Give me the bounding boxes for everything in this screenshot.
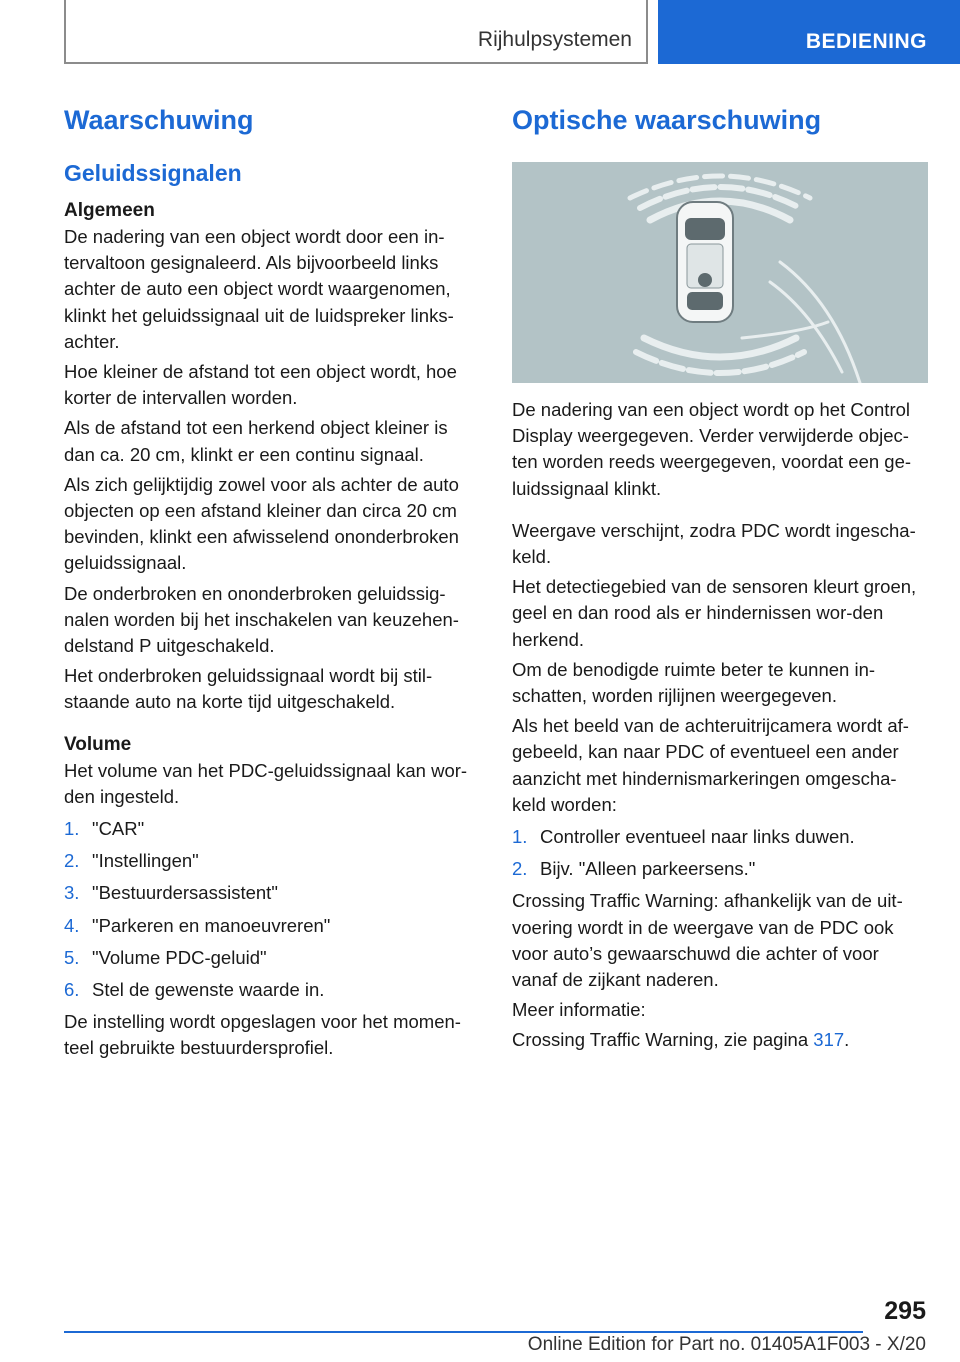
left-column [64, 98, 480, 1066]
step-text: Bijv. "Alleen parkeersens." [540, 858, 756, 880]
controller-steps-list [512, 824, 928, 882]
step-number: 4. [64, 914, 80, 936]
paragraph: Weergave verschijnt, zodra PDC wordt ingescha-keld. [512, 519, 916, 568]
footer-divider [64, 1331, 863, 1333]
section-title-waarschuwing: Waarschuwing [64, 105, 254, 135]
paragraph: De nadering van een object wordt op het Control Display weergegeven. Verder verwijderde objec-ten worden reeds weergegeven, voordat een ge-luidssignaal klinkt. [512, 399, 912, 499]
heading-volume: Volume [64, 733, 132, 755]
step-text: "Parkeren en manoeuvreren" [92, 914, 331, 936]
list-item [64, 816, 480, 842]
right-column [512, 98, 928, 1058]
pdc-display-illustration [512, 162, 928, 383]
paragraph: Als het beeld van de achteruitrijcamera wordt af-gebeeld, kan naar PDC of eventueel een ander aanzicht met hindernismarkeringen omgescha-keld worden: [512, 715, 909, 815]
list-item [64, 880, 480, 906]
reference-text: Crossing Traffic Warning, zie pagina [512, 1029, 814, 1051]
step-number: 5. [64, 946, 80, 968]
paragraph: Het volume van het PDC-geluidssignaal kan wor-den ingesteld. [64, 759, 468, 807]
paragraph: Hoe kleiner de afstand tot een object wordt, hoe korter de intervallen worden. [64, 361, 457, 409]
paragraph: De nadering van een object wordt door een in-tervaltoon gesignaleerd. Als bijvoorbeeld links achter de auto een object wordt waargenomen, klinkt het geluidssignaal uit de luidspreker links-achter. [64, 226, 454, 352]
step-number: 6. [64, 979, 80, 1001]
header-chapter-title: BEDIENING [805, 30, 927, 53]
step-number: 2. [512, 858, 528, 880]
footer-edition: Online Edition for Part no. 01405A1F003 - X/20 [527, 1334, 926, 1355]
step-number: 3. [64, 882, 80, 904]
page-reference-link[interactable]: 317 [813, 1029, 845, 1051]
paragraph-with-link [512, 1027, 928, 1053]
reference-end: . [844, 1029, 850, 1051]
step-number: 1. [512, 826, 528, 848]
paragraph: Het detectiegebied van de sensoren kleurt groen, geel en dan rood als er hindernissen wor-den herkend. [512, 576, 917, 650]
step-number: 2. [64, 850, 80, 872]
list-item [512, 856, 928, 882]
header-chapter-box [658, 0, 960, 64]
paragraph: Als de afstand tot een herkend object kleiner is dan ca. 20 cm, klinkt er een continu signaal. [64, 417, 448, 465]
list-item [64, 945, 480, 971]
step-text: "Volume PDC-geluid" [92, 946, 267, 968]
section-title-optische-waarschuwing: Optische waarschuwing [512, 105, 822, 135]
volume-steps-list [64, 816, 480, 1003]
header-section-title: Rijhulpsystemen [477, 28, 632, 51]
paragraph: De instelling wordt opgeslagen voor het momen-teel gebruikte bestuurdersprofiel. [64, 1011, 461, 1059]
paragraph: De onderbroken en ononderbroken geluidssig-nalen worden bij het inschakelen van keuzehen-delstand P uitgeschakeld. [64, 582, 459, 657]
car-top-view-icon [677, 202, 733, 322]
list-item [64, 913, 480, 939]
step-text: "Instellingen" [92, 850, 199, 872]
page-number: 295 [884, 1297, 926, 1325]
list-item [512, 824, 928, 850]
header-section-box [64, 0, 648, 64]
step-text: Controller eventueel naar links duwen. [540, 826, 855, 848]
heading-algemeen: Algemeen [64, 200, 155, 221]
step-text: "Bestuurdersassistent" [92, 882, 278, 904]
paragraph: Crossing Traffic Warning: afhankelijk van de uit-voering wordt in de weergave van de PDC ook voor auto’s gewaarschuwd die achter of voor vanaf de zijkant naderen. [512, 890, 903, 991]
list-item [64, 848, 480, 874]
paragraph: Meer informatie: [512, 999, 646, 1021]
list-item [64, 977, 480, 1003]
step-text: "CAR" [92, 818, 145, 840]
paragraph: Om de benodigde ruimte beter te kunnen in-schatten, worden rijlijnen weergegeven. [512, 658, 876, 707]
step-text: Stel de gewenste waarde in. [92, 979, 325, 1001]
paragraph: Als zich gelijktijdig zowel voor als achter de auto objecten op een afstand kleiner dan circa 20 cm bevinden, klinkt een afwisselend ononderbroken geluidssignaal. [64, 473, 459, 574]
step-number: 1. [64, 818, 80, 840]
subsection-title-geluidssignalen: Geluidssignalen [64, 160, 242, 186]
paragraph: Het onderbroken geluidssignaal wordt bij stil-staande auto na korte tijd uitgeschakeld. [64, 665, 433, 713]
